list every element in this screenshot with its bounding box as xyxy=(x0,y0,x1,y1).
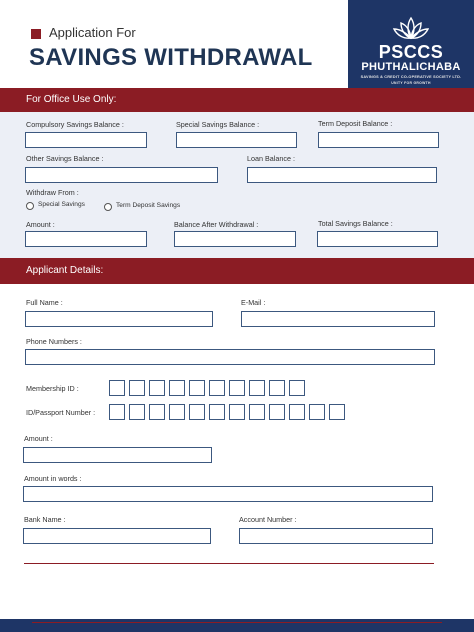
id-passport-cell[interactable] xyxy=(169,404,185,420)
amount-field[interactable] xyxy=(23,447,212,463)
id-passport-cell[interactable] xyxy=(149,404,165,420)
special-savings-label: Special Savings Balance : xyxy=(176,120,260,129)
id-passport-cell[interactable] xyxy=(209,404,225,420)
term-deposit-label: Term Deposit Balance : xyxy=(318,119,393,128)
other-savings-label: Other Savings Balance : xyxy=(26,154,104,163)
compulsory-savings-field[interactable] xyxy=(25,132,147,148)
form-pre-title: Application For xyxy=(49,25,136,40)
id-passport-cell[interactable] xyxy=(329,404,345,420)
membership-id-label: Membership ID : xyxy=(26,384,79,393)
logo-motto: UNITY FOR GROWTH xyxy=(391,81,431,85)
compulsory-savings-label: Compulsory Savings Balance : xyxy=(26,120,124,129)
footer-accent-line xyxy=(32,622,442,623)
membership-id-cell[interactable] xyxy=(129,380,145,396)
office-amount-label: Amount : xyxy=(26,220,55,229)
id-passport-cell[interactable] xyxy=(289,404,305,420)
phone-label: Phone Numbers : xyxy=(26,337,82,346)
special-savings-field[interactable] xyxy=(176,132,297,148)
id-passport-cell[interactable] xyxy=(269,404,285,420)
balance-after-label: Balance After Withdrawal : xyxy=(174,220,259,229)
membership-id-cell[interactable] xyxy=(189,380,205,396)
email-label: E-Mail : xyxy=(241,298,266,307)
membership-id-cell[interactable] xyxy=(249,380,265,396)
membership-id-cell[interactable] xyxy=(149,380,165,396)
amount-label: Amount : xyxy=(24,434,53,443)
id-passport-cell[interactable] xyxy=(189,404,205,420)
loan-balance-field[interactable] xyxy=(247,167,437,183)
bank-name-label: Bank Name : xyxy=(24,515,66,524)
account-number-label: Account Number : xyxy=(239,515,297,524)
full-name-label: Full Name : xyxy=(26,298,63,307)
logo-society: SAVINGS & CREDIT CO-OPERATIVE SOCIETY LTD. xyxy=(360,75,462,79)
special-savings-radio[interactable] xyxy=(26,202,34,210)
balance-after-field[interactable] xyxy=(174,231,296,247)
logo-name: PHUTHALICHABA xyxy=(361,61,461,73)
term-deposit-field[interactable] xyxy=(318,132,439,148)
id-passport-cell[interactable] xyxy=(129,404,145,420)
office-use-heading: For Office Use Only: xyxy=(0,88,474,112)
total-savings-label: Total Savings Balance : xyxy=(318,219,393,228)
account-number-field[interactable] xyxy=(239,528,433,544)
membership-id-cell[interactable] xyxy=(109,380,125,396)
bank-name-field[interactable] xyxy=(23,528,211,544)
applicant-heading: Applicant Details: xyxy=(0,258,474,284)
full-name-field[interactable] xyxy=(25,311,213,327)
special-savings-option-label: Special Savings xyxy=(38,201,85,208)
footer-bar xyxy=(0,619,474,632)
term-deposit-radio[interactable] xyxy=(104,203,112,211)
form-title: SAVINGS WITHDRAWAL xyxy=(29,44,313,71)
amount-in-words-field[interactable] xyxy=(23,486,433,502)
phone-field[interactable] xyxy=(25,349,435,365)
divider xyxy=(24,563,434,564)
id-passport-cell[interactable] xyxy=(249,404,265,420)
logo-acronym: PSCCS xyxy=(378,42,444,62)
lotus-icon xyxy=(392,16,430,42)
id-passport-cell[interactable] xyxy=(309,404,325,420)
amount-in-words-label: Amount in words : xyxy=(24,474,82,483)
membership-id-cell[interactable] xyxy=(209,380,225,396)
loan-balance-label: Loan Balance : xyxy=(247,154,295,163)
office-amount-field[interactable] xyxy=(25,231,147,247)
office-use-section xyxy=(0,112,474,258)
email-field[interactable] xyxy=(241,311,435,327)
id-passport-cell[interactable] xyxy=(229,404,245,420)
membership-id-cell[interactable] xyxy=(229,380,245,396)
total-savings-field[interactable] xyxy=(317,231,438,247)
membership-id-cell[interactable] xyxy=(269,380,285,396)
membership-id-cell[interactable] xyxy=(169,380,185,396)
withdraw-from-label: Withdraw From : xyxy=(26,188,79,197)
title-marker xyxy=(31,29,41,39)
pscs-logo xyxy=(348,0,474,100)
other-savings-field[interactable] xyxy=(25,167,218,183)
term-deposit-option-label: Term Deposit Savings xyxy=(116,202,181,209)
id-passport-cell[interactable] xyxy=(109,404,125,420)
id-passport-label: ID/Passport Number : xyxy=(26,408,96,417)
membership-id-cell[interactable] xyxy=(289,380,305,396)
